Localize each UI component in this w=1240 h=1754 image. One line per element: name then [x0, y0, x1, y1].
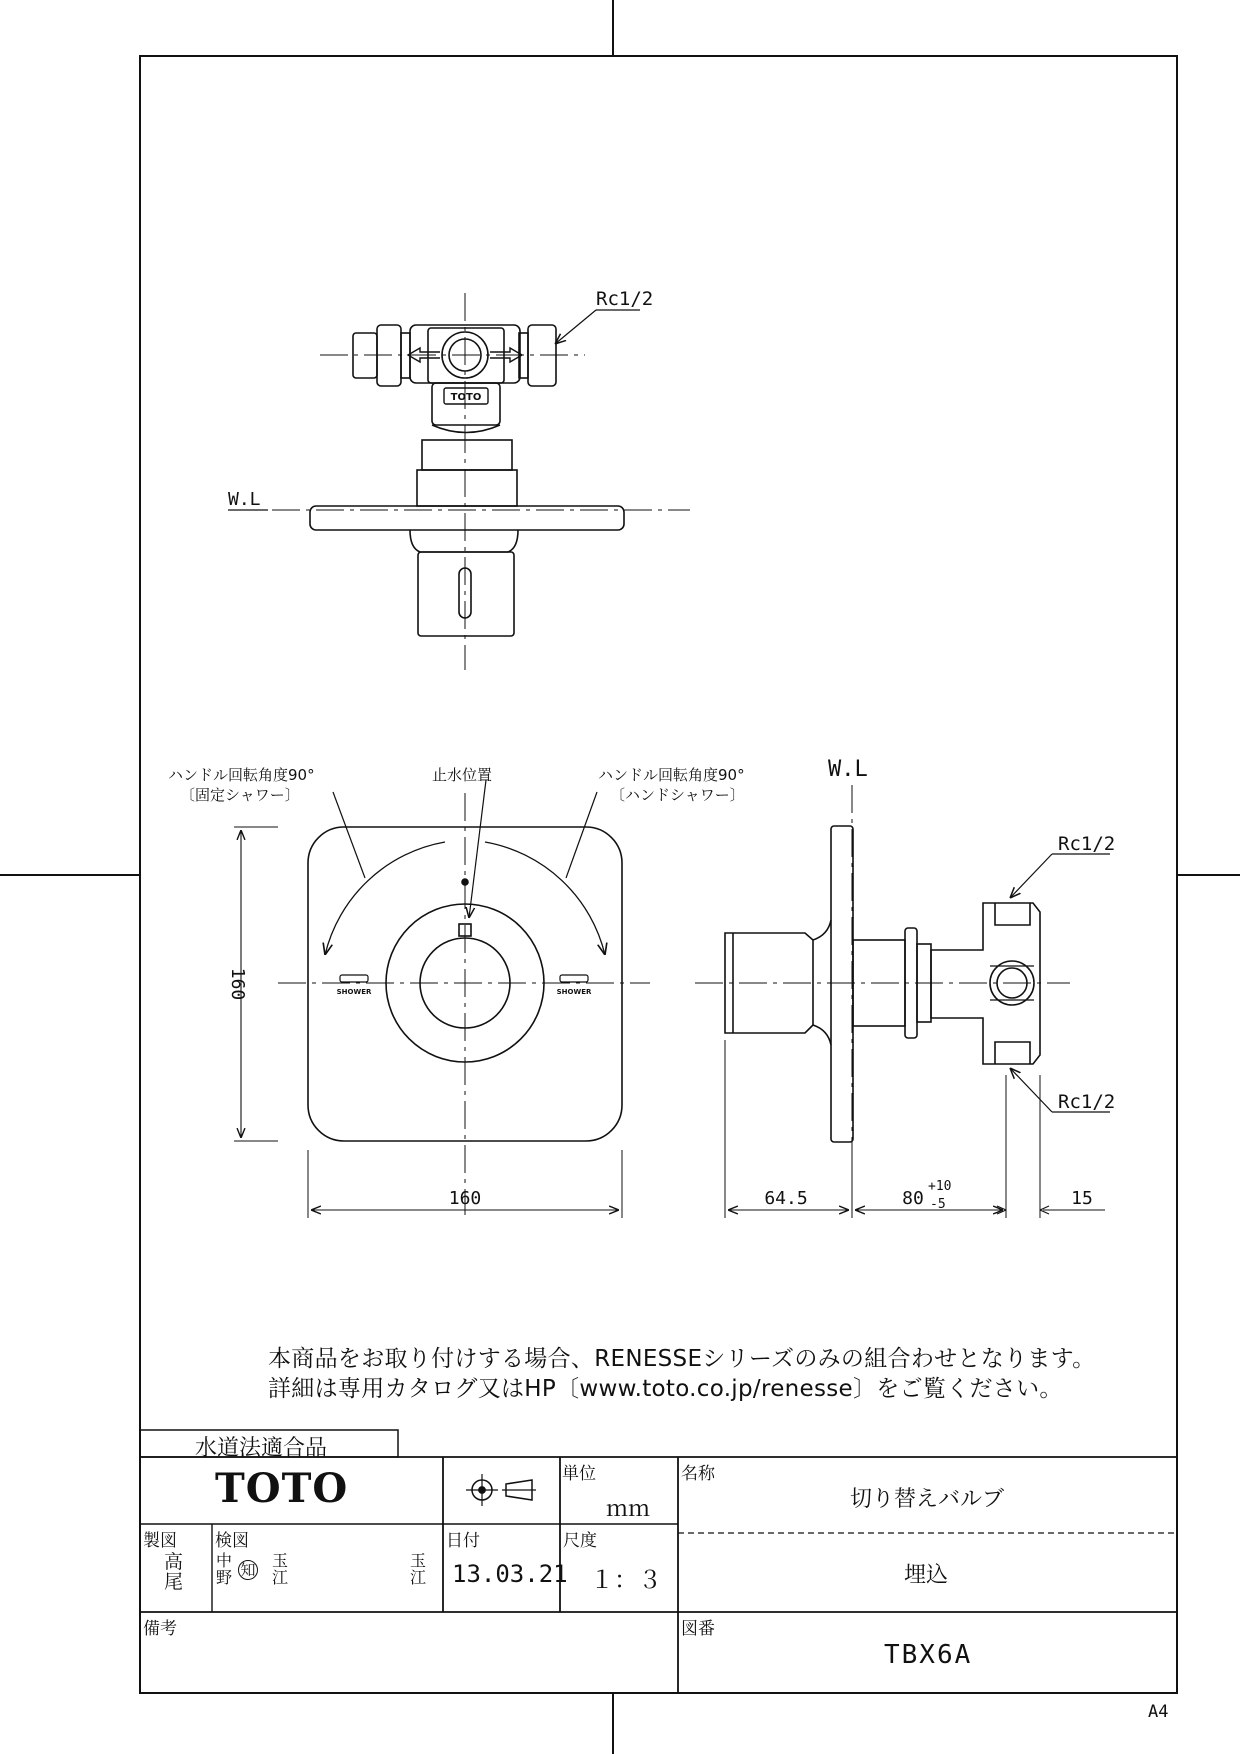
- date-value: 13.03.21: [452, 1560, 568, 1588]
- depth-front-dim: 64.5: [764, 1188, 808, 1209]
- product-subname: 埋込: [904, 1563, 949, 1588]
- shower-mark-left: SHOWER: [336, 988, 372, 996]
- shower-mark-right: SHOWER: [556, 988, 592, 996]
- company-logo: TOTO: [215, 1465, 349, 1512]
- note-line-2: 詳細は専用カタログ又はHP〔www.toto.co.jp/renesse〕をご覧ください。: [268, 1376, 1063, 1402]
- handle-left-label-2: 〔固定シャワー〕: [180, 786, 300, 804]
- front-view: [234, 780, 650, 1218]
- unit-label: 単位: [562, 1464, 596, 1484]
- plate-height-dim: 160: [227, 967, 248, 1001]
- handle-right-label-1: ハンドル回転角度90°: [598, 766, 745, 784]
- checker-name-3: 玉江: [410, 1551, 427, 1587]
- drafter-label: 製図: [143, 1531, 177, 1551]
- side-wl-label: W.L: [828, 757, 868, 782]
- scale-label: 尺度: [563, 1531, 597, 1551]
- drawing-number-label: 図番: [681, 1619, 715, 1639]
- top-rc-label: Rc1/2: [596, 288, 654, 310]
- checker-name-2: 玉江: [272, 1551, 289, 1587]
- checker-name-1: 中野: [216, 1551, 233, 1587]
- plate-width-dim: 160: [448, 1188, 482, 1209]
- top-view: [228, 293, 690, 670]
- depth-body-dim: 80: [902, 1188, 924, 1209]
- side-view: [695, 785, 1110, 1218]
- checker-seal: 知: [238, 1560, 258, 1580]
- depth-rear-dim: 15: [1071, 1188, 1093, 1209]
- paper-size: A4: [1148, 1702, 1169, 1722]
- name-label: 名称: [681, 1464, 715, 1484]
- stop-position-label: 止水位置: [432, 766, 493, 784]
- depth-tol-plus: +10: [928, 1179, 952, 1194]
- drafter-name: 高尾: [164, 1551, 184, 1593]
- side-rc-top-label: Rc1/2: [1058, 833, 1116, 855]
- scale-value: １：３: [590, 1566, 662, 1594]
- checker-label: 検図: [215, 1531, 249, 1551]
- date-label: 日付: [446, 1531, 480, 1551]
- handle-right-label-2: 〔ハンドシャワー〕: [610, 786, 745, 804]
- remarks-label: 備考: [143, 1619, 177, 1639]
- unit-value: ｍｍ: [606, 1497, 651, 1522]
- side-rc-bottom-label: Rc1/2: [1058, 1091, 1116, 1113]
- handle-left-label-1: ハンドル回転角度90°: [168, 766, 315, 784]
- note-line-1: 本商品をお取り付けする場合、RENESSEシリーズのみの組合わせとなります。: [268, 1346, 1096, 1372]
- product-name: 切り替えバルブ: [850, 1487, 1005, 1512]
- drawing-number: TBX6A: [884, 1640, 973, 1670]
- top-valve-brand-mark: TOTO: [450, 392, 482, 403]
- approval-label: 水道法適合品: [195, 1436, 328, 1461]
- depth-tol-minus: -5: [930, 1197, 946, 1212]
- top-wl-label: W.L: [228, 489, 261, 510]
